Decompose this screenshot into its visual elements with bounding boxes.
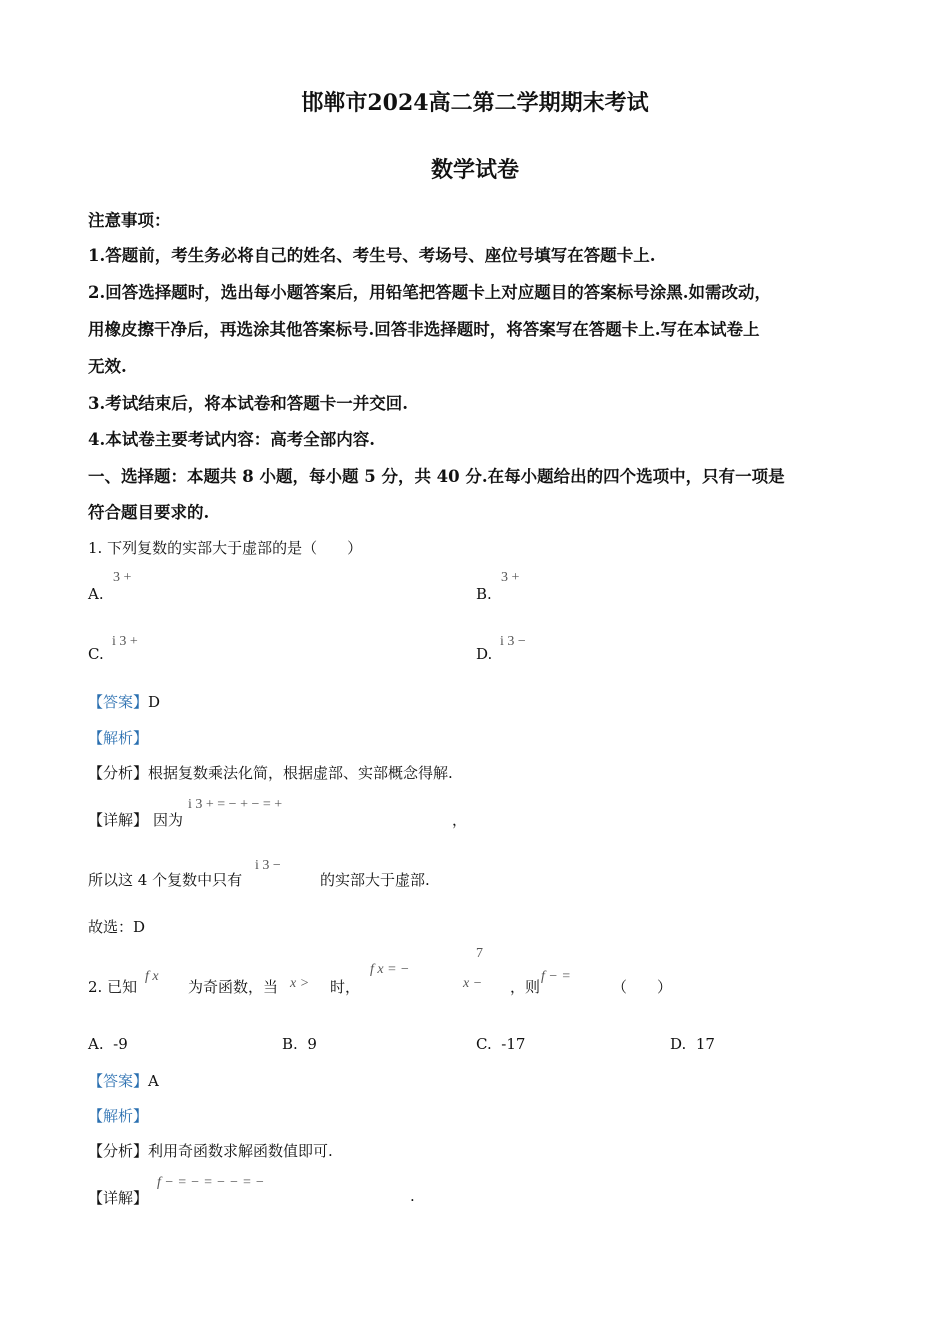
notice-item: 无效.: [88, 357, 127, 376]
q2-option-c: C. -17: [476, 1035, 526, 1053]
q1-answer: 【答案】D: [88, 693, 161, 711]
section-heading: 一、选择题：本题共 8 小题，每小题 5 分，共 40 分.在每小题给出的四个选项中，只有一项是: [88, 467, 785, 486]
q2-option-b: B. 9: [282, 1035, 317, 1053]
q2-analysis-tag: 【解析】: [88, 1107, 149, 1125]
notice-item: 3.考试结束后，将本试卷和答题卡一并交回.: [88, 394, 408, 413]
notice-item: 2.回答选择题时，选出每小题答案后，用铅笔把答题卡上对应题目的答案标号涂黑.如需改动，: [88, 283, 771, 302]
q1-choose: 故选：D: [88, 918, 146, 936]
q2-answer: 【答案】A: [88, 1072, 159, 1090]
notice-item: 1.答题前，考生务必将自己的姓名、考生号、考场号、座位号填写在答题卡上.: [88, 246, 656, 265]
notice-item: 4.本试卷主要考试内容：高考全部内容.: [88, 430, 375, 449]
q2-option-a: A. -9: [88, 1035, 128, 1053]
q1-fenxi: 【分析】根据复数乘法化简，根据虚部、实部概念得解.: [88, 764, 453, 782]
page-title: 邯郸市2024高二第二学期期末考试: [301, 90, 649, 116]
page-subtitle: 数学试卷: [430, 157, 519, 183]
q1-analysis-tag: 【解析】: [88, 729, 149, 747]
q2-fenxi: 【分析】利用奇函数求解函数值即可.: [88, 1142, 333, 1160]
question-1-stem: 1. 下列复数的实部大于虚部的是（ ）: [88, 539, 363, 557]
section-heading-cont: 符合题目要求的.: [88, 503, 210, 522]
q2-option-d: D. 17: [670, 1035, 715, 1053]
notice-heading: 注意事项：: [88, 211, 171, 230]
notice-item: 用橡皮擦干净后，再选涂其他答案标号.回答非选择题时，将答案写在答题卡上.写在本试卷上: [88, 320, 760, 339]
